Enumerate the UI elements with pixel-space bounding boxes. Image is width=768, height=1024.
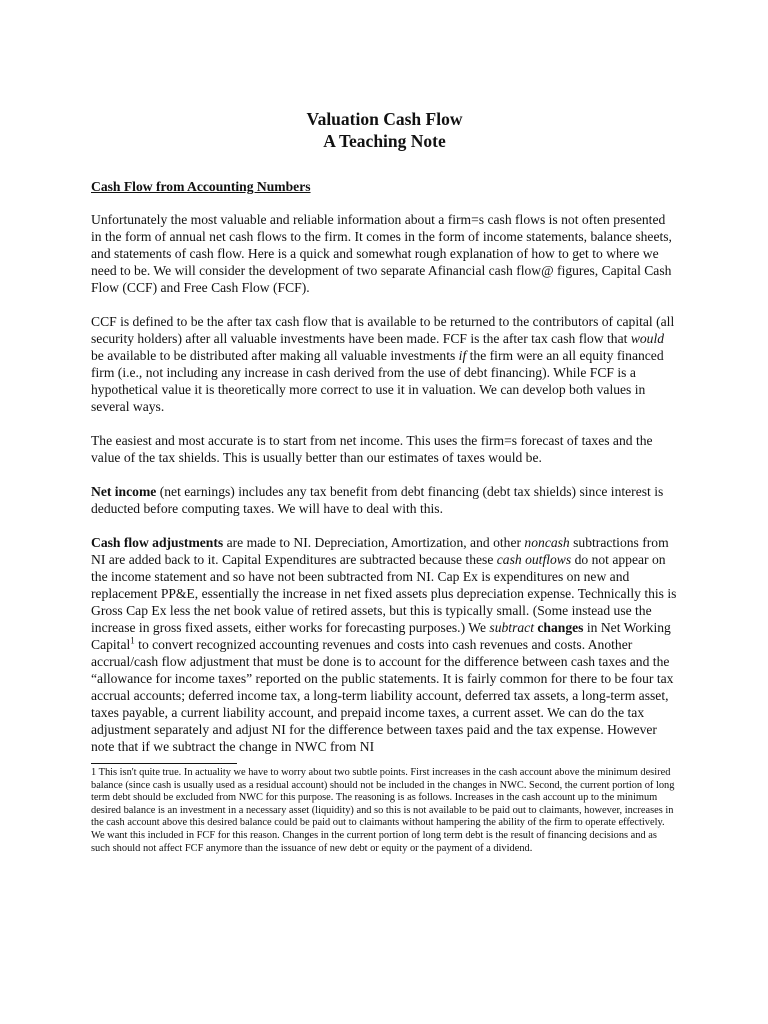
paragraph-3: The easiest and most accurate is to start from net income. This uses the firm=s forecast of taxes and the value of the tax shields. This is usually better than our estimates of taxes would be. <box>91 433 653 465</box>
paragraph-1: Unfortunately the most valuable and reliable information about a firm=s cash flows is not often presented in the form of annual net cash flows to the firm. It comes in the form of income statements, balance sheets, and statements of cash flow. Here is a quick and somewhat rough explanation of how to get to where we need to be. We will consider the development of two separate Afinancial cash flow@ figures, Capital Cash Flow (CCF) and Free Cash Flow (FCF). <box>91 212 672 295</box>
term-net-income: Net income <box>91 484 157 499</box>
footnote-1: 1 This isn't quite true. In actuality we have to worry about two subtle points. First increases in the cash account above the minimum desired balance (since cash is usually used as a residual account) should not be included in the changes in NWC. Second, the current portion of long term debt should be excluded from NWC for this purpose. The reasoning is as follows. Increases in the cash account up to the minimum desired balance is an investment in a necessary asset (liquidity) and so this is not available to be paid out to claimants, however, increases in the cash account above this desired balance could be paid out to claimants without hampering the ability of the firm to operate effectively. We want this included in FCF for this reason. Changes in the current portion of long term debt is the result of financing decisions and as such should not affect FCF anymore than the issuance of new debt or equity or the payment of a dividend. <box>91 767 675 854</box>
term-cash-flow-adjustments: Cash flow adjustments <box>91 535 224 550</box>
emphasis-noncash: noncash <box>524 535 570 550</box>
section-heading: Cash Flow from Accounting Numbers <box>91 179 311 194</box>
title-line-2: A Teaching Note <box>323 131 446 151</box>
emphasis-subtract: subtract <box>489 620 534 635</box>
emphasis-cash-outflows: cash outflows <box>496 552 572 567</box>
paragraph-4: Net income (net earnings) includes any tax benefit from debt financing (debt tax shields) since interest is deducted before computing taxes. We will have to deal with this. <box>91 484 664 516</box>
document-title <box>91 108 678 152</box>
paragraph-2: CCF is defined to be the after tax cash flow that is available to be returned to the contributors of capital (all security holders) after all valuable investments have been made. FCF is the after tax cash flow that would be available to be distributed after making all valuable investments if the firm were an all equity financed firm (i.e., not including any increase in cash derived from the use of debt financing). While FCF is a hypothetical value it is theoretically more correct to use it in valuation. We can develop both values in several ways. <box>91 314 675 414</box>
footnote-separator <box>91 763 237 764</box>
title-line-1: Valuation Cash Flow <box>306 109 463 129</box>
footnote-reference[interactable]: 1 <box>130 635 135 646</box>
emphasis-would: would <box>630 331 665 346</box>
emphasis-if: if <box>458 348 467 363</box>
emphasis-changes: changes <box>537 620 584 635</box>
paragraph-5: Cash flow adjustments are made to NI. Depreciation, Amortization, and other noncash subtractions from NI are added back to it. Capital Expenditures are subtracted because these cash outflows do not appear on the income statement and so have not been subtracted from NI. Cap Ex is expenditures on new and replacement PP&E, essentially the increase in net fixed assets plus depreciation expense. Technically this is Gross Cap Ex less the net book value of retired assets, but this is typically small. (Some instead use the increase in gross fixed assets, either works for forecasting purposes.) We subtract changes in Net Working Capital$^1$ to convert recognized accounting revenues and costs into cash revenues and costs. Another accrual/cash flow adjustment that must be done is to account for the difference between cash taxes and the “allowance for income taxes” reported on the public statements. It is fairly common for there to be four tax accrual accounts; deferred income tax, a long-term liability account, deferred tax assets, a long-term asset, taxes payable, a current liability account, and prepaid income taxes, a current asset. We can do the tax adjustment separately and adjust NI for the difference between taxes paid and the tax expense. However note that if we subtract the change in NWC from NI <box>91 535 677 754</box>
